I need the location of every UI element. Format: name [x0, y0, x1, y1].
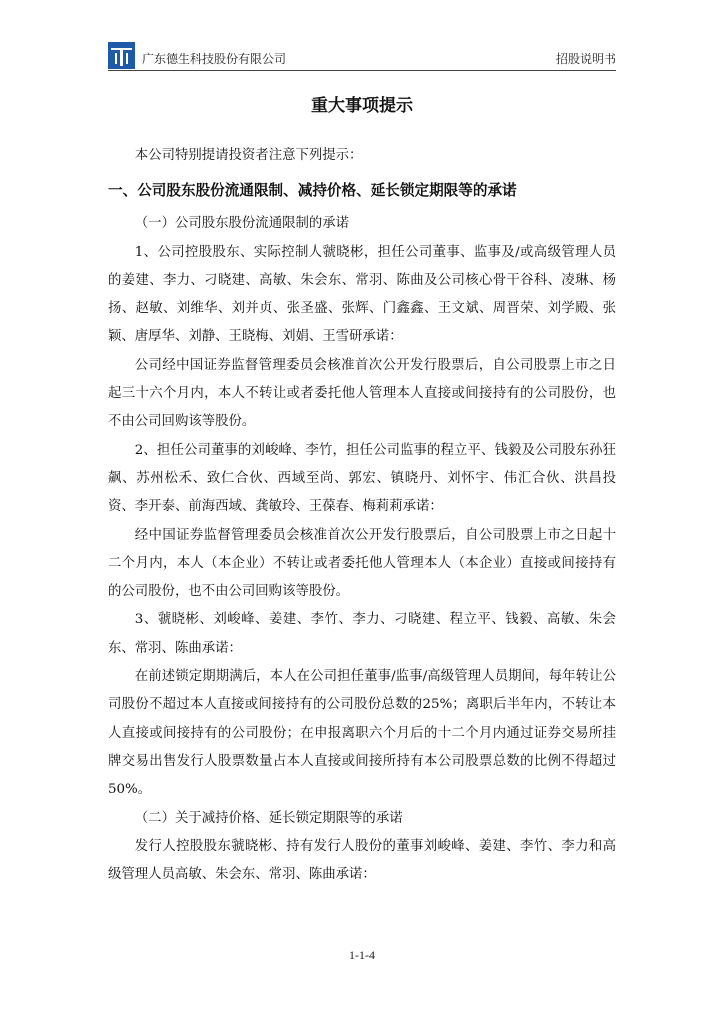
- document-body: [108, 92, 616, 889]
- paragraph: 1、公司控股股东、实际控制人虢晓彬，担任公司董事、监事及/或高级管理人员的姜建、李力、刁晓建、高敏、朱会东、常羽、陈曲及公司核心骨干谷科、凌琳、杨扬、赵敏、刘维华、刘并贞、张圣盛、张辉、门鑫鑫、王文斌、周晋荣、刘学殿、张颖、唐厚华、刘静、王晓梅、刘娟、王雪研承诺：: [108, 244, 616, 345]
- header-document-type: 招股说明书: [555, 52, 616, 66]
- header-company-name: 广东德生科技股份有限公司: [142, 52, 287, 66]
- page-title: 重大事项提示: [311, 96, 413, 116]
- subsection-2-heading: （二）关于减持价格、延长锁定期限等的承诺: [134, 810, 403, 826]
- page-number: 1-1-4: [349, 948, 375, 962]
- paragraph: 3、虢晓彬、刘峻峰、姜建、李竹、李力、刁晓建、程立平、钱毅、高敏、朱会东、常羽、陈曲承诺：: [108, 612, 616, 656]
- intro-paragraph: 本公司特别提请投资者注意下列提示：: [134, 148, 363, 163]
- paragraph: 在前述锁定期期满后，本人在公司担任董事/监事/高级管理人员期间，每年转让公司股份不超过本人直接或间接持有的公司股份总数的25%；离职后半年内，不转让本人直接或间接持有的公司股份；在申报离职六个月后的十二个月内通过证券交易所挂牌交易出售发行人股票数量占本人直接或间接所持有本公司股票总数的比例不得超过 50%。: [108, 669, 616, 798]
- paragraph: 发行人控股股东虢晓彬、持有发行人股份的董事刘峻峰、姜建、李竹、李力和高级管理人员高敏、朱会东、常羽、陈曲承诺：: [108, 838, 616, 883]
- section-1-heading: 一、公司股东股份流通限制、减持价格、延长锁定期限等的承诺: [108, 182, 517, 200]
- paragraph: 经中国证券监督管理委员会核准首次公开发行股票后，自公司股票上市之日起十二个月内，本人（本企业）不转让或者委托他人管理本人（本企业）直接或间接持有的公司股份，也不由公司回购该等股份。: [108, 527, 616, 600]
- page-header: [108, 42, 616, 72]
- company-logo-icon: [108, 42, 135, 69]
- paragraph: 公司经中国证券监督管理委员会核准首次公开发行股票后，自公司股票上市之日起三十六个月内，本人不转让或者委托他人管理本人直接或间接持有的公司股份，也不由公司回购该等股份。: [108, 357, 616, 430]
- header-divider: [108, 70, 616, 71]
- subsection-1-heading: （一）公司股东股份流通限制的承诺: [134, 216, 350, 232]
- paragraph: 2、担任公司董事的刘峻峰、李竹，担任公司监事的程立平、钱毅及公司股东孙狂飙、苏州松禾、致仁合伙、西域至尚、郭宏、镇晓丹、刘怀宇、伟汇合伙、洪昌投资、李开泰、前海西域、龚敏玲、王葆春、梅莉莉承诺：: [108, 442, 616, 515]
